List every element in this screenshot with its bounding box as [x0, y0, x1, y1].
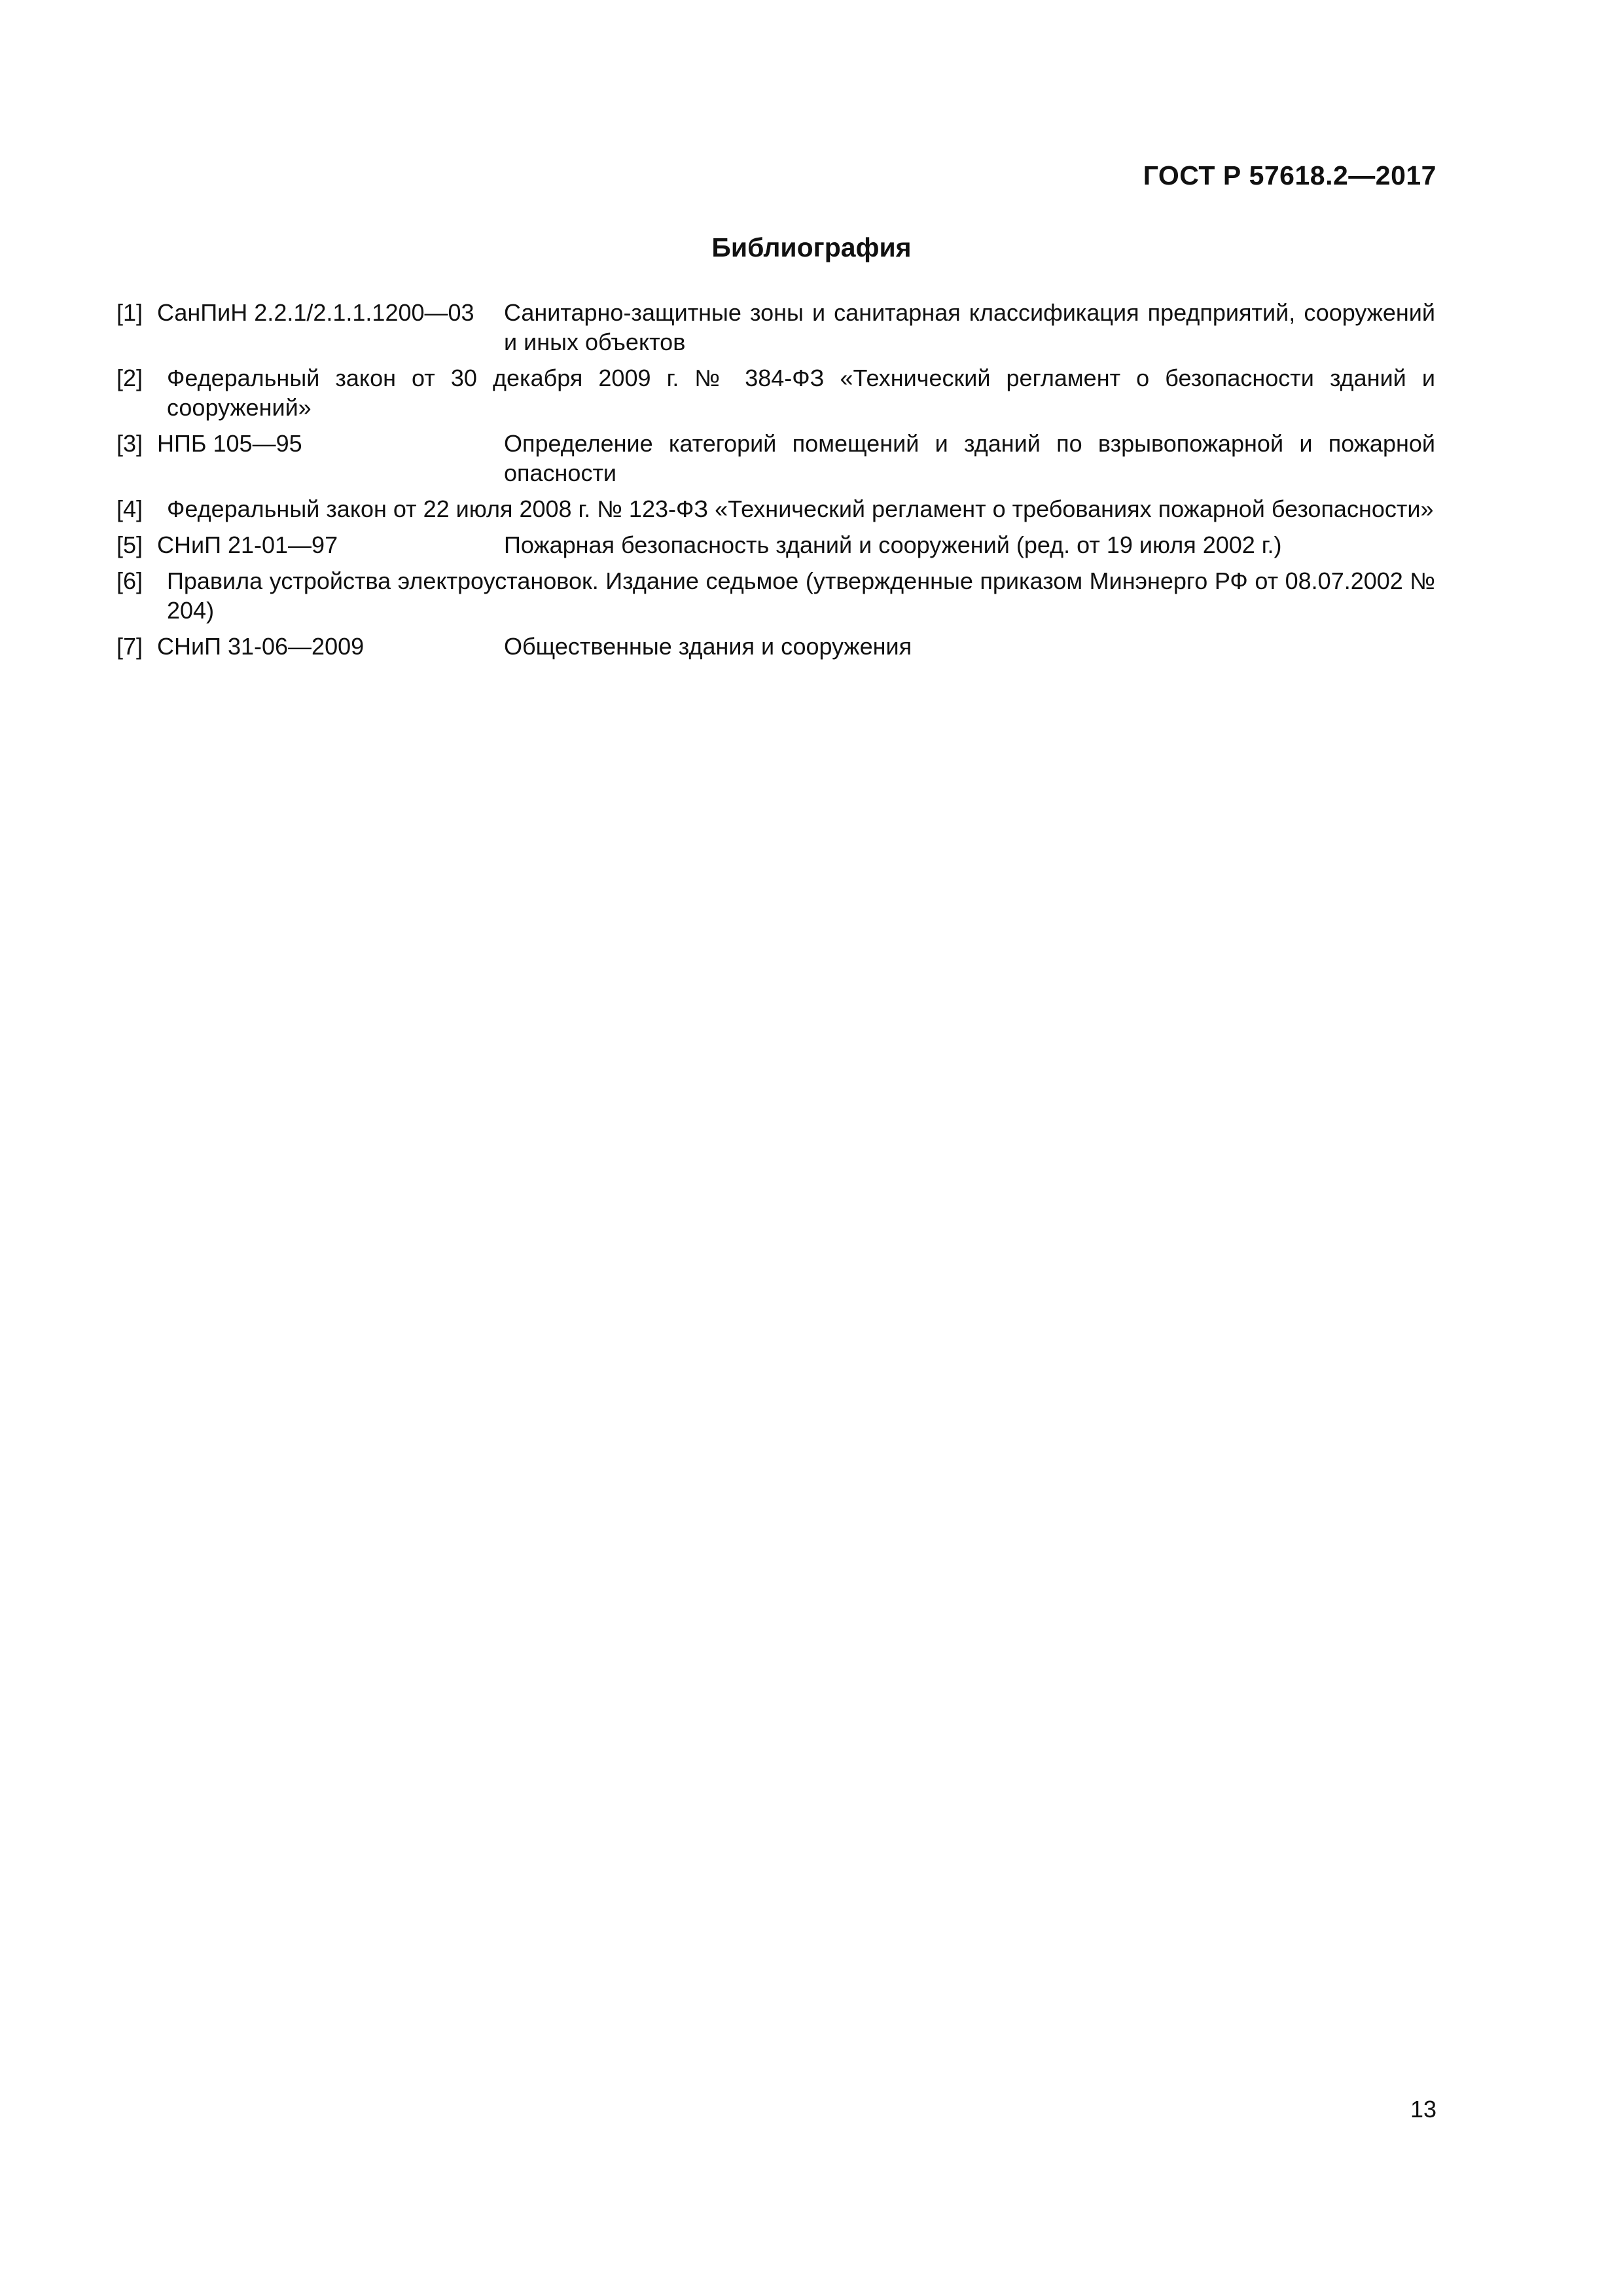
entry-description: Определение категорий помещений и зданий по взрывопожарной и пожарной опасности [504, 430, 1435, 486]
entry-description: Общественные здания и сооружения [504, 633, 912, 660]
bibliography-entry-5 [116, 530, 1435, 560]
entry-description: Пожарная безопасность зданий и сооружений (ред. от 19 июля 2002 г.) [504, 531, 1282, 558]
entry-text: Федеральный закон от 22 июля 2008 г. № 123-ФЗ «Технический регламент о требованиях пожарной безопасности» [167, 495, 1434, 522]
entry-text: Правила устройства электроустановок. Издание седьмое (утвержденные приказом Минэнерго РФ от 08.07.2002 № 204) [167, 567, 1435, 624]
entry-number: [5] [116, 531, 143, 558]
bibliography-entry-3 [116, 429, 1435, 488]
bibliography-entry-2 [116, 363, 1435, 422]
page-number: 13 [1410, 2096, 1436, 2123]
entry-code: СНиП 31-06—2009 [157, 633, 365, 660]
entry-code: СНиП 21-01—97 [157, 531, 338, 558]
entry-text: Федеральный закон от 30 декабря 2009 г. № 384-ФЗ «Технический регламент о безопасности зданий и сооружений» [167, 365, 1435, 421]
entry-number: [3] [116, 430, 143, 457]
bibliography-list [116, 298, 1435, 668]
entry-description: Санитарно-защитные зоны и санитарная классификация предприятий, сооружений и иных объектов [504, 299, 1435, 355]
entry-number: [1] [116, 299, 143, 326]
entry-number: [6] [116, 567, 143, 594]
entry-code: НПБ 105—95 [157, 430, 302, 457]
section-title: Библиография [711, 232, 912, 262]
bibliography-entry-6 [116, 566, 1435, 625]
bibliography-entry-1 [116, 298, 1435, 357]
bibliography-entry-4 [116, 494, 1435, 524]
entry-number: [2] [116, 365, 143, 391]
bibliography-entry-7 [116, 632, 1435, 661]
entry-code: СанПиН 2.2.1/2.1.1.1200—03 [157, 299, 474, 326]
standard-code: ГОСТ Р 57618.2—2017 [1143, 160, 1436, 190]
entry-number: [4] [116, 495, 143, 522]
entry-number: [7] [116, 633, 143, 660]
